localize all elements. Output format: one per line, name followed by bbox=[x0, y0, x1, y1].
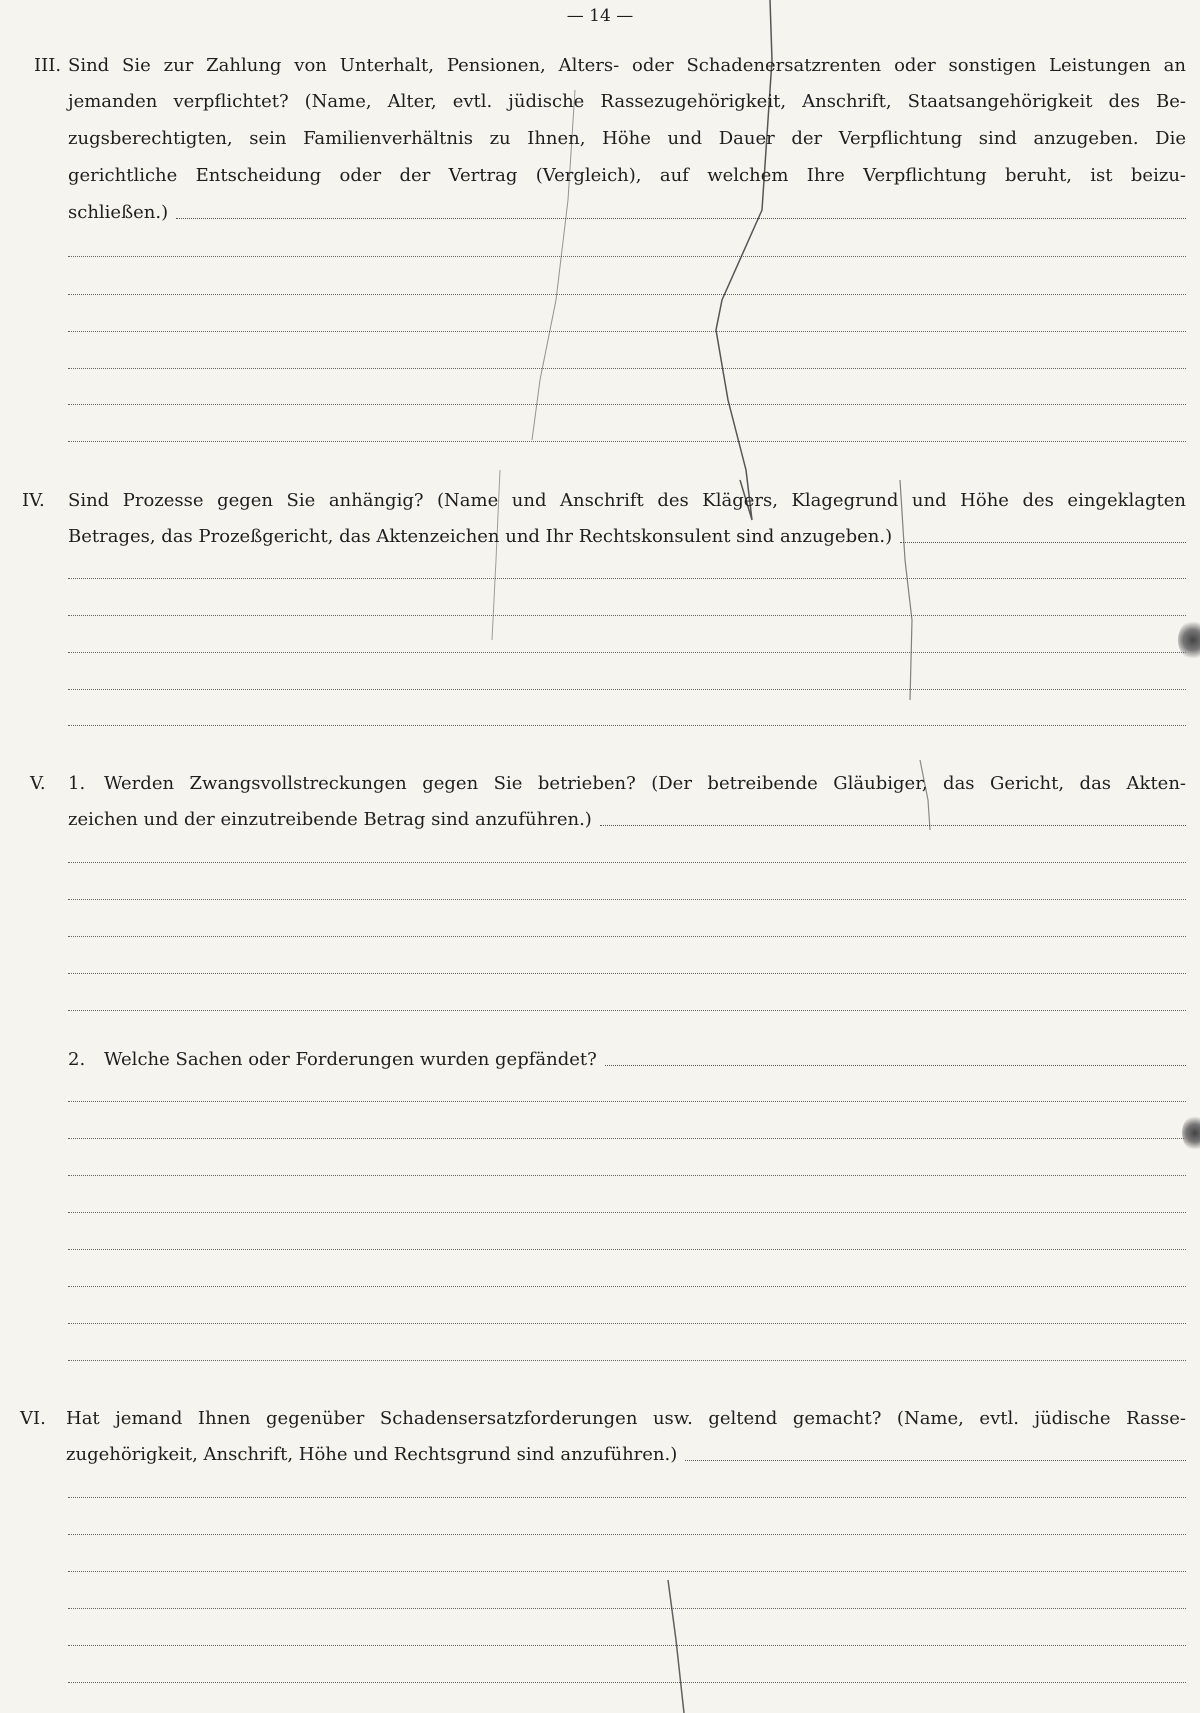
question-text-line: gerichtliche Entscheidung oder der Vertrag (Vergleich), auf welchem Ihre Verpflichtung beruht, ist beizu- bbox=[68, 165, 1186, 186]
question-text-line: Welche Sachen oder Forderungen wurden gepfändet? bbox=[104, 1049, 597, 1070]
question-text-line: zugsberechtigten, sein Familienverhältnis zu Ihnen, Höhe und Dauer der Verpflichtung sind anzugeben. Die bbox=[68, 128, 1186, 149]
question-text-line: jemanden verpflichtet? (Name, Alter, evtl. jüdische Rassezugehörigkeit, Anschrift, Staatsangehörigkeit des Be- bbox=[68, 91, 1186, 112]
question-text-line: Sind Prozesse gegen Sie anhängig? (Name und Anschrift des Klägers, Klagegrund und Höhe des eingeklagten bbox=[68, 490, 1186, 511]
question-text-line: Sind Sie zur Zahlung von Unterhalt, Pensionen, Alters- oder Schadenersatzrenten oder sonstigen Leistungen an bbox=[68, 55, 1186, 76]
question-text-line: zugehörigkeit, Anschrift, Höhe und Rechtsgrund sind anzuführen.) bbox=[66, 1444, 678, 1465]
page-number: — 14 — bbox=[566, 6, 634, 26]
question-text-line: schließen.) bbox=[68, 202, 169, 223]
question-text-line: zeichen und der einzutreibende Betrag sind anzuführen.) bbox=[68, 809, 592, 830]
question-text-line: Hat jemand Ihnen gegenüber Schadensersatzforderungen usw. geltend gemacht? (Name, evtl. jüdische Rasse- bbox=[66, 1408, 1186, 1429]
item-number: 1. bbox=[68, 773, 86, 794]
section-numeral: V. bbox=[30, 773, 46, 794]
item-number: 2. bbox=[68, 1049, 86, 1070]
section-numeral: III. bbox=[34, 55, 62, 76]
question-text-line: Betrages, das Prozeßgericht, das Aktenzeichen und Ihr Rechtskonsulent sind anzugeben.) bbox=[68, 526, 893, 547]
section-numeral: IV. bbox=[22, 490, 45, 511]
hole-punch-mark bbox=[1178, 620, 1200, 660]
section-numeral: VI. bbox=[20, 1408, 46, 1429]
question-text-line: Werden Zwangsvollstreckungen gegen Sie betrieben? (Der betreibende Gläubiger, das Gericht, das Akten- bbox=[104, 773, 1186, 794]
